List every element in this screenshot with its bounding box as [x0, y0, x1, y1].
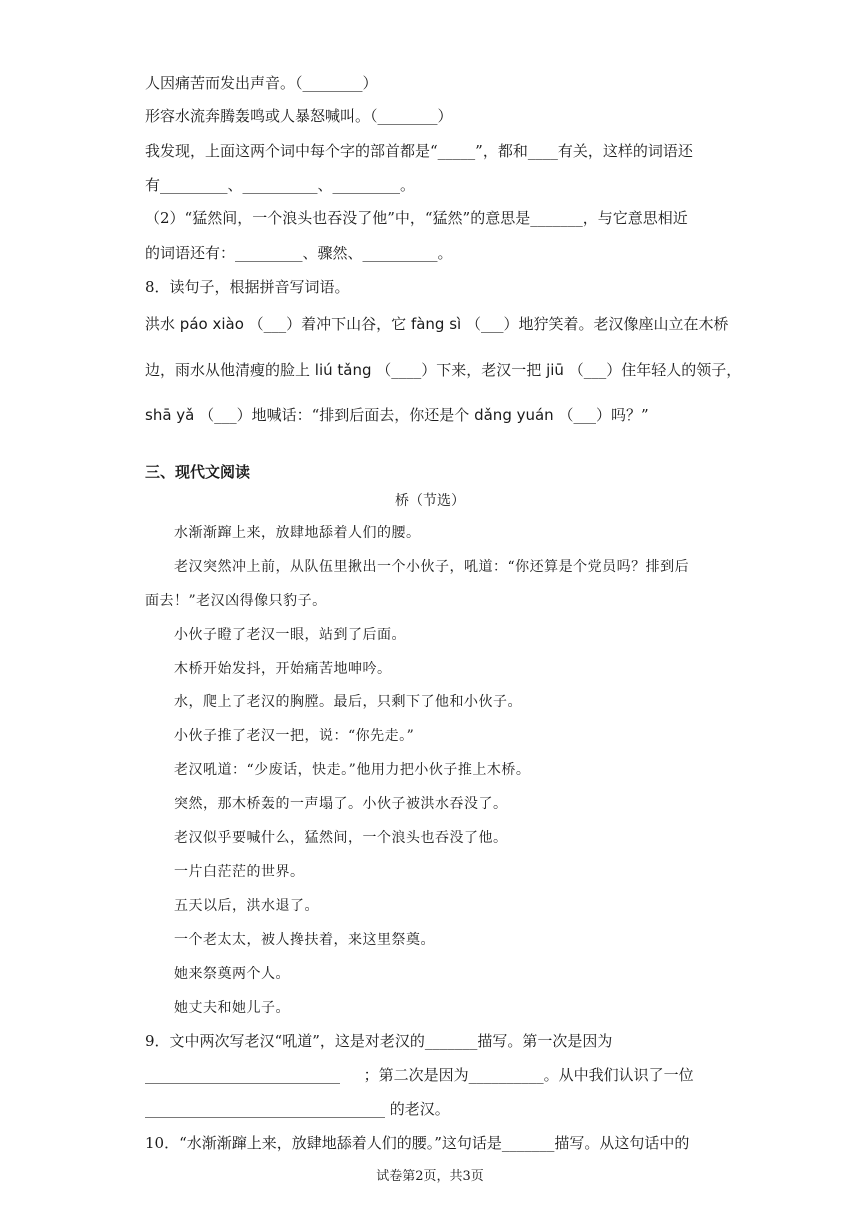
passage-paragraph: 老汉突然冲上前，从队伍里揪出一个小伙子，吼道：“你还算是个党员吗？排到后 — [174, 559, 690, 575]
question-9-line — [145, 1065, 694, 1085]
sentence-text: （___）住年轻人的领子， — [568, 361, 742, 379]
sentence-text: （___）吗？” — [558, 406, 649, 424]
passage-paragraph: 老汉吼道：“少废话，快走。”他用力把小伙子推上木桥。 — [174, 762, 531, 778]
pinyin: liú tǎng — [314, 361, 372, 379]
question-line: 的词语还有：_________、骤然、__________。 — [145, 244, 453, 262]
sentence-text: （___）地喊话：“排到后面去，你还是个 — [199, 406, 470, 424]
answer-blank: ________________________________ — [145, 1100, 385, 1118]
question-line: 有_________、__________、_________。 — [145, 176, 416, 194]
passage-paragraph: 突然，那木桥轰的一声塌了。小伙子被洪水吞没了。 — [174, 796, 508, 812]
page-footer: 试卷第2页，共3页 — [376, 1169, 484, 1184]
sentence-text: （___）着冲下山谷，它 — [248, 315, 407, 333]
passage-paragraph: 小伙子瞪了老汉一眼，站到了后面。 — [174, 627, 406, 643]
pinyin: dǎng yuán — [474, 406, 554, 424]
passage-paragraph: 面去！”老汉凶得像只豹子。 — [145, 593, 327, 609]
pinyin-sentence-2 — [145, 360, 741, 380]
question-8-heading: 8．读句子，根据拼音写词语。 — [145, 278, 350, 296]
passage-paragraph: 水，爬上了老汉的胸膛。最后，只剩下了他和小伙子。 — [174, 694, 522, 710]
passage-paragraph: 木桥开始发抖，开始痛苦地呻吟。 — [174, 661, 392, 677]
pinyin: shā yǎ — [145, 406, 195, 424]
passage-paragraph: 水渐渐蹿上来，放肆地舔着人们的腰。 — [174, 525, 421, 541]
pinyin-sentence-3 — [145, 405, 649, 425]
question-text: ；第二次是因为__________。从中我们认识了一位 — [363, 1066, 694, 1084]
pinyin: jiū — [546, 361, 564, 379]
question-line: （2）“猛然间，一个浪头也吞没了他”中，“猛然”的意思是_______，与它意思相近 — [145, 209, 688, 227]
passage-paragraph: 她来祭奠两个人。 — [174, 966, 290, 982]
question-line: 我发现，上面这两个词中每个字的部首都是“_____”，都和____有关，这样的词语还 — [145, 142, 693, 160]
question-line: 人因痛苦而发出声音。（________） — [145, 74, 378, 92]
pinyin: fàng sì — [410, 315, 462, 333]
sentence-text: 边，雨水从他清瘦的脸上 — [145, 361, 311, 379]
section-heading: 三、现代文阅读 — [145, 463, 251, 481]
passage-paragraph: 五天以后，洪水退了。 — [174, 898, 319, 914]
passage-paragraph: 小伙子推了老汉一把，说：“你先走。” — [174, 728, 415, 744]
answer-blank: __________________________ — [145, 1066, 340, 1084]
question-9-line — [145, 1099, 450, 1119]
passage-paragraph: 一个老太太，被人搀扶着，来这里祭奠。 — [174, 932, 435, 948]
question-9-line: 9．文中两次写老汉“吼道”，这是对老汉的_______描写。第一次是因为 — [145, 1032, 613, 1050]
passage-paragraph: 老汉似乎要喊什么，猛然间，一个浪头也吞没了他。 — [174, 830, 508, 846]
pinyin: páo xiào — [179, 315, 244, 333]
sentence-text: （____）下来，老汉一把 — [376, 361, 542, 379]
question-text: 的老汉。 — [389, 1100, 450, 1118]
sentence-text: 洪水 — [145, 315, 176, 333]
sentence-text: （___）地狞笑着。老汉像座山立在木桥 — [466, 315, 729, 333]
question-10-line: 10．“水渐渐蹿上来，放肆地舔着人们的腰。”这句话是_______描写。从这句话中的 — [145, 1134, 690, 1152]
passage-paragraph: 她丈夫和她儿子。 — [174, 1000, 290, 1016]
pinyin-sentence-1 — [145, 314, 729, 334]
passage-paragraph: 一片白茫茫的世界。 — [174, 864, 305, 880]
question-line: 形容水流奔腾轰鸣或人暴怒喊叫。（________） — [145, 107, 453, 125]
passage-title: 桥（节选） — [395, 493, 465, 509]
